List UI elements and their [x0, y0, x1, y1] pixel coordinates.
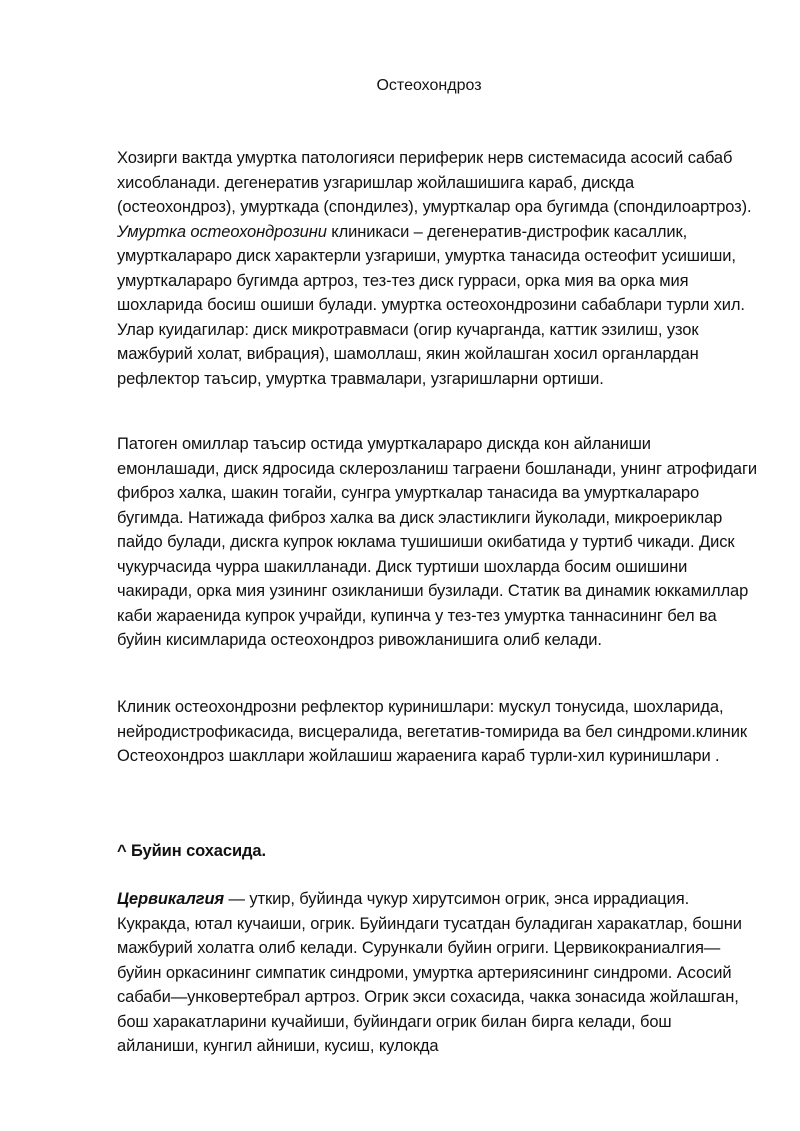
paragraph-1 [117, 146, 757, 391]
paragraph-3: Клиник остеохондрозни рефлектор куринишлари: мускул тонусида, шохларида, нейродистрофикасида, висцералида, вегетатив-томирида ва бел синдроми.клиник Остеохондроз шакллари жойлашиш жараенига караб турли-хил куринишлари . [117, 698, 747, 765]
paragraph-4-term: Цервикалгия [117, 890, 225, 908]
paragraph-4 [117, 887, 757, 1059]
paragraph-1-italic: Умуртка остеохондрозини [117, 222, 327, 241]
paragraph-2: Патоген омиллар таъсир остида умурткалараро дискда кон айланиши емонлашади, диск ядросида склерозланиш таграени бошланади, унинг атрофидаги фиброз халка, шакин тогайи, сунгра умурткалар танасида ва умурткалараро бугимда. Натижада фиброз халка ва диск эластиклиги йуколади, микроериклар пайдо булади, дискга купрок юклама тушишиши окибатида у туртиб чикади. Диск чукурчасида чурра шакилланади. Диск туртиши шохларда босим ошишини чакиради, орка мия узининг озикланиши бузилади. Статик ва динамик юккамиллар каби жараенида купрок учрайди, купинча у тез-тез умуртка таннасининг бел ва буйин кисимларида остеохондроз ривожланишига олиб келади. [117, 435, 757, 649]
paragraph-1-text-b: клиникаси – дегенератив-дистрофик касаллик, умурткалараро диск характерли узгариши, умуртка танасида остеофит усишиши, умурткалараро бугимда артроз, тез-тез диск гурраси, орка мия ва орка мия шохларида босиш ошиши булади. умуртка остеохондрозини сабаблари турли хил. Улар куидагилар: диск микротравмаси (огир кучарганда, каттик эзилиш, узок мажбурий холат, вибрация), шамоллаш, якин жойлашган хосил органлардан рефлектор таъсир, умуртка травмалари, узгаришларни ортиши. [117, 222, 745, 388]
section-heading: ^ Буйин сохасида. [117, 842, 266, 860]
document-title: Остеохондроз [376, 77, 482, 94]
paragraph-1-text-a: Хозирги вактда умуртка патологияси периферик нерв системасида асосий сабаб хисобланади. дегенератив узгаришлар жойлашишига караб, дискда (остеохондроз), умурткада (спондилез), умурткалар ора бугимда (спондилоартроз). [117, 149, 752, 216]
paragraph-4-text: — уткир, буйинда чукур хирутсимон огрик, энса иррадиация. Кукракда, ютал кучаиши, огрик. Буйиндаги тусатдан буладиган харакатлар, бошни мажбурий холатга олиб келади. Сурункали буйин огриги. Цервикокраниалгия—буйин оркасининг симпатик синдроми, умуртка артериясининг синдроми. Асосий сабаби—унковертебрал артроз. Огрик экси сохасида, чакка зонасида жойлашган, бош харакатларини кучайиши, буйиндаги огрик билан бирга келади, бош айланиши, кунгил айниши, кусиш, кулокда [117, 890, 742, 1055]
